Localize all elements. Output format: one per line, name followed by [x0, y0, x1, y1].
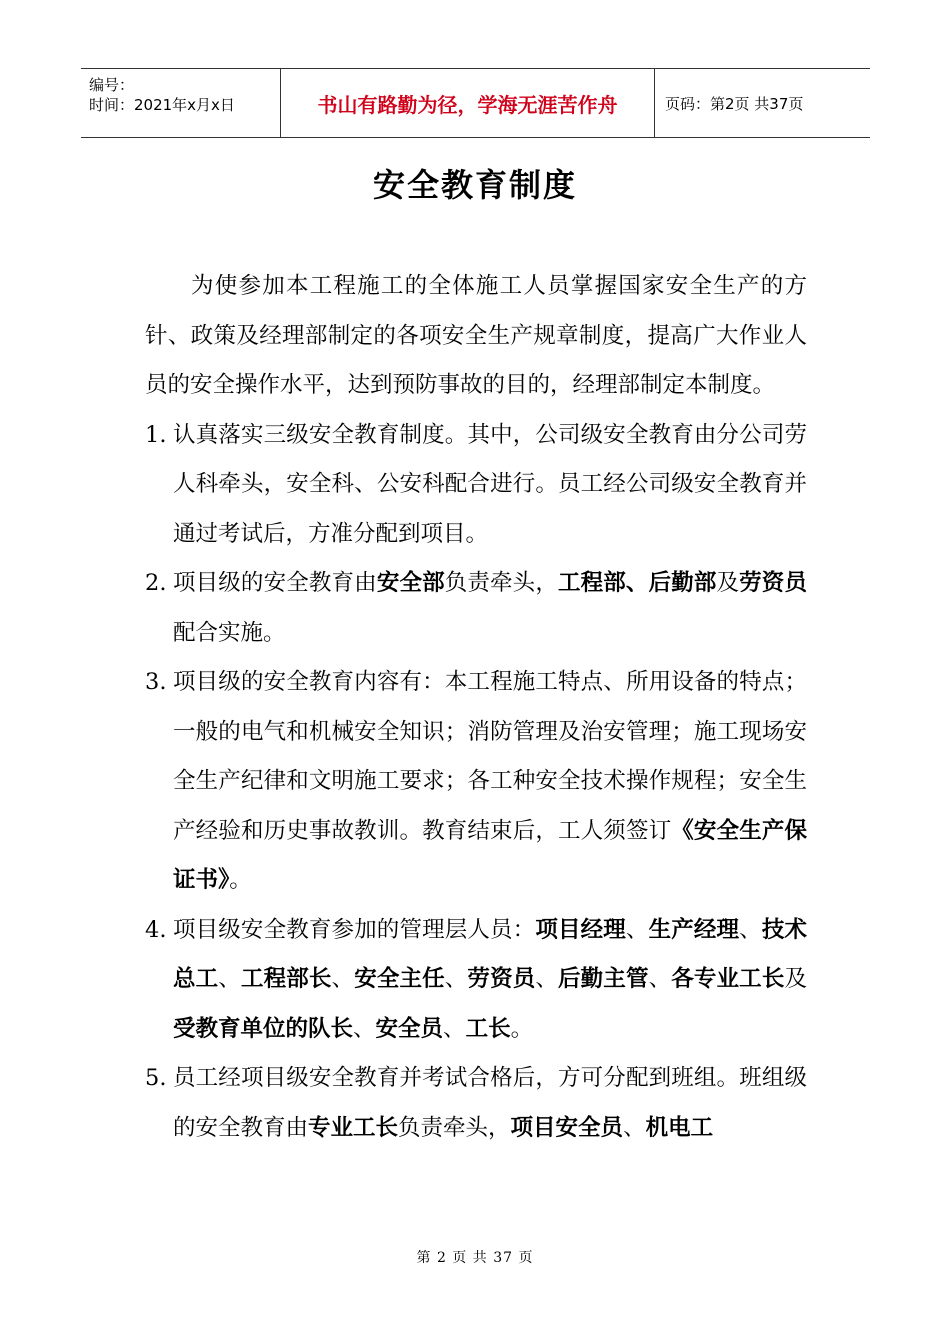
- doc-time-label: 时间：2021年x月x日: [89, 96, 235, 114]
- list-item: [145, 906, 807, 1055]
- list-item-number: 1.: [145, 421, 167, 448]
- document-body: [145, 262, 807, 1153]
- header-page-info: 页码：第2页 共37页: [665, 94, 804, 113]
- list-item: [145, 411, 807, 560]
- numbered-list: [145, 411, 807, 1154]
- page-footer: 第 2 页 共 37 页: [416, 1250, 534, 1266]
- emphasized-text: 专业工长: [308, 1114, 399, 1141]
- body-text: 负责牵头，: [398, 1114, 511, 1141]
- body-text: 项目级安全教育参加的管理层人员：: [173, 916, 536, 943]
- emphasized-text: 劳资员: [739, 570, 807, 596]
- body-text: 负责牵头，: [444, 570, 558, 596]
- body-text: 配合实施。: [173, 619, 286, 646]
- emphasized-text: 技术总工: [173, 916, 807, 992]
- list-item-text: [173, 411, 807, 560]
- emphasized-text: 受教育单位的队长: [173, 1015, 354, 1042]
- document-title: 安全教育制度: [372, 166, 577, 204]
- list-item-text: [173, 658, 807, 906]
- emphasized-text: 各专业工长: [671, 966, 785, 992]
- list-item-number: 3.: [145, 669, 167, 695]
- body-text: 、: [625, 916, 649, 943]
- emphasized-text: 项目经理: [535, 916, 626, 943]
- body-text: 员工经项目级安全教育并考试合格后，方可分配到班组。班组级的安全教育由: [173, 1065, 807, 1141]
- list-item: [145, 1054, 807, 1153]
- list-item-number: 2.: [145, 570, 167, 596]
- emphasized-text: 生产经理: [648, 916, 740, 943]
- list-item-text: [173, 559, 807, 658]
- document-header: [81, 68, 870, 138]
- emphasized-text: 项目安全员: [510, 1114, 624, 1141]
- emphasized-text: 机电工: [645, 1114, 714, 1141]
- emphasized-text: 后勤主管: [558, 966, 649, 992]
- header-motto: 书山有路勤为径，学海无涯苦作舟: [281, 69, 655, 137]
- emphasized-text: 安全员: [375, 1015, 444, 1042]
- body-text: 认真落实三级安全教育制度。其中，公司级安全教育由分公司劳人科牵头，安全科、公安科配合进行。员工经公司级安全教育并通过考试后，方准分配到项目。: [173, 421, 807, 547]
- emphasized-text: 工长: [465, 1015, 511, 1042]
- list-item: [145, 559, 807, 658]
- body-text: 、: [648, 966, 672, 992]
- body-text: 、: [353, 1015, 376, 1042]
- body-text: 、: [331, 966, 355, 992]
- doc-code-label: 编号：: [89, 76, 135, 94]
- body-text: 及: [784, 966, 807, 992]
- emphasized-text: 《安全生产保证书》: [173, 817, 807, 893]
- body-text: 及: [716, 570, 740, 596]
- emphasized-text: 劳资员: [467, 966, 536, 992]
- list-item: [145, 658, 807, 906]
- emphasized-text: 安全部: [376, 570, 445, 596]
- body-text: 。: [229, 867, 252, 893]
- intro-paragraph: 为使参加本工程施工的全体施工人员掌握国家安全生产的方针、政策及经理部制定的各项安全生产规章制度，提高广大作业人员的安全操作水平，达到预防事故的目的，经理部制定本制度。: [145, 273, 807, 398]
- body-text: 项目级的安全教育由: [173, 570, 377, 596]
- body-text: 、: [623, 1114, 646, 1141]
- body-text: 。: [510, 1015, 534, 1042]
- list-item-number: 4.: [145, 916, 167, 943]
- list-item-number: 5.: [145, 1065, 167, 1091]
- emphasized-text: 安全主任: [354, 966, 445, 992]
- body-text: 项目级的安全教育内容有：本工程施工特点、所用设备的特点；一般的电气和机械安全知识；消防管理及治安管理；施工现场安全生产纪律和文明施工要求；各工种安全技术操作规程；安全生产经验和历史事故教训。教育结束后，工人须签订: [173, 669, 807, 844]
- header-meta-cell: [81, 69, 281, 137]
- body-text: 、: [218, 966, 241, 992]
- body-text: 、: [443, 1015, 466, 1042]
- body-text: 、: [535, 966, 559, 992]
- emphasized-text: 工程部长: [240, 966, 332, 992]
- body-text: 、: [739, 916, 762, 943]
- list-item-text: [173, 906, 807, 1055]
- list-item-text: [173, 1054, 807, 1153]
- body-text: 、: [444, 966, 468, 992]
- emphasized-text: 工程部、后勤部: [557, 570, 717, 596]
